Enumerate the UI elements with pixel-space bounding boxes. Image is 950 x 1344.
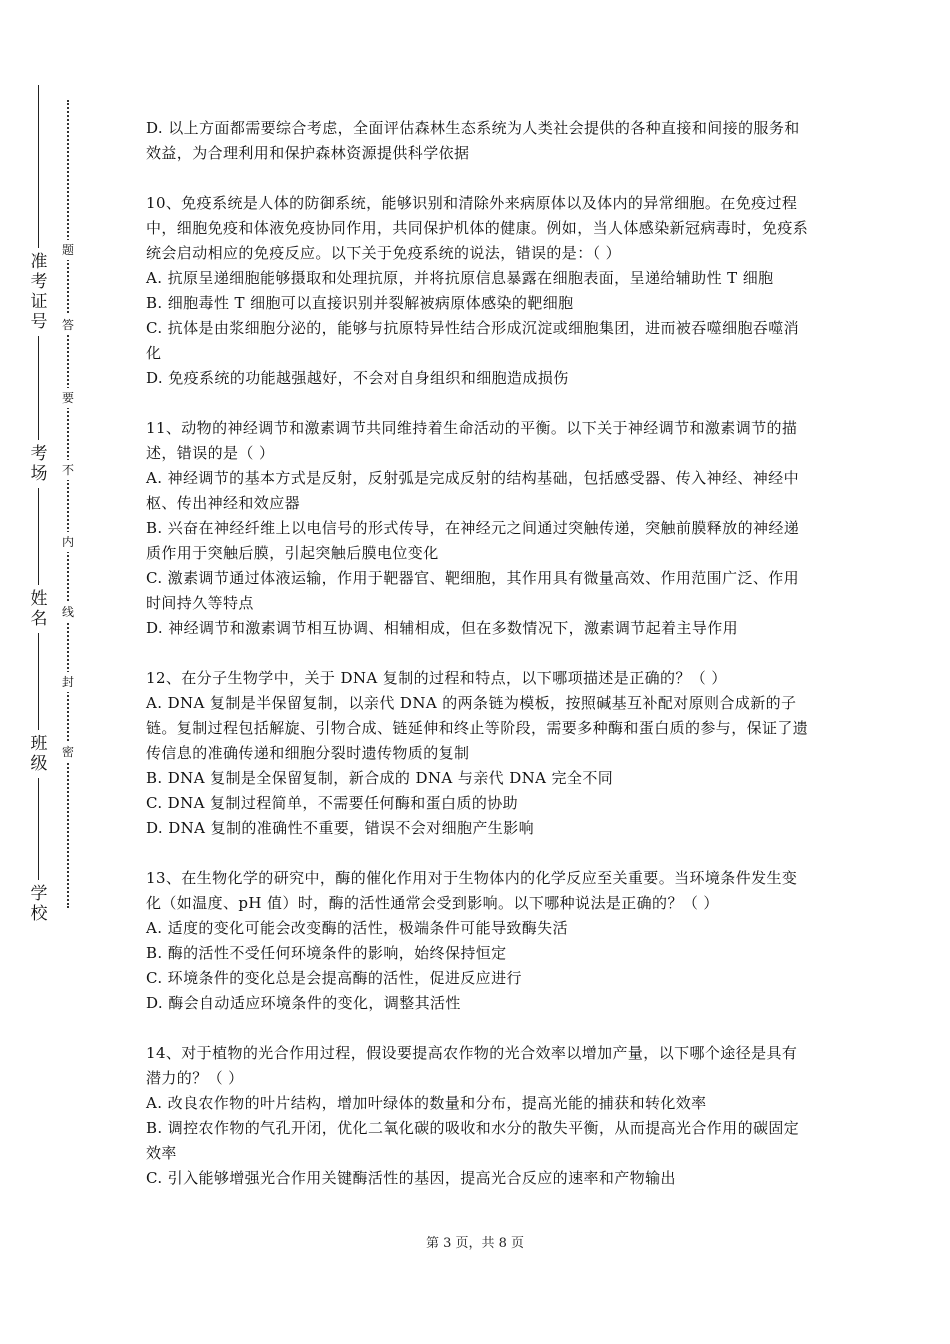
option-c: C. 抗体是由浆细胞分泌的，能够与抗原特异性结合形成沉淀或细胞集团，进而被吞噬细胞吞噬消化 (146, 319, 800, 362)
question-9-continued (146, 116, 810, 166)
seal-char-6: 线 (59, 602, 77, 622)
option-c: C. DNA 复制过程简单，不需要任何酶和蛋白质的协助 (146, 794, 519, 812)
question-14 (146, 1041, 810, 1191)
question-stem: 14、对于植物的光合作用过程，假设要提高农作物的光合效率以增加产量，以下哪个途径是具有潜力的？（ ） (146, 1044, 798, 1087)
question-10 (146, 191, 810, 391)
question-stem: 11、动物的神经调节和激素调节共同维持着生命活动的平衡。以下关于神经调节和激素调节的描述，错误的是（ ） (146, 419, 798, 462)
seal-char-5: 内 (59, 532, 77, 552)
question-12 (146, 666, 810, 841)
option-b: B. 兴奋在神经纤维上以电信号的形式传导，在神经元之间通过突触传递，突触前膜释放的神经递质作用于突触后膜，引起突触后膜电位变化 (146, 519, 800, 562)
option-a: A. 神经调节的基本方式是反射，反射弧是完成反射的结构基础，包括感受器、传入神经、神经中枢、传出神经和效应器 (146, 469, 799, 512)
question-stem: 10、免疫系统是人体的防御系统，能够识别和清除外来病原体以及体内的异常细胞。在免疫过程中，细胞免疫和体液免疫协同作用，共同保护机体的健康。例如，当人体感染新冠病毒时，免疫系统会启动相应的免疫反应。以下关于免疫系统的说法，错误的是：（ ） (146, 194, 809, 262)
option-b: B. 细胞毒性 T 细胞可以直接识别并裂解被病原体感染的靶细胞 (146, 294, 574, 312)
label-class-text: 班 级 (30, 734, 48, 774)
label-name-text: 姓 名 (30, 589, 48, 629)
page-number: 第 3 页，共 8 页 (425, 1236, 525, 1251)
seal-char-1: 题 (59, 240, 77, 260)
seal-char-2: 答 (59, 315, 77, 335)
question-stem: 13、在生物化学的研究中，酶的催化作用对于生物体内的化学反应至关重要。当环境条件发生变化（如温度、pH 值）时，酶的活性通常会受到影响。以下哪种说法是正确的？（ ） (146, 869, 798, 912)
seal-char-8: 密 (59, 742, 77, 762)
seal-char-3: 要 (59, 388, 77, 408)
option-b: B. 酶的活性不受任何环境条件的影响，始终保持恒定 (146, 944, 507, 962)
label-exam-room (22, 440, 56, 488)
option-c: C. 环境条件的变化总是会提高酶的活性，促进反应进行 (146, 969, 522, 987)
seal-char-4: 不 (59, 460, 77, 480)
label-school (22, 880, 56, 928)
label-exam-number-text: 准 考 证 号 (30, 252, 48, 332)
seal-char-7: 封 (59, 672, 77, 692)
question-stem: 12、在分子生物学中，关于 DNA 复制的过程和特点，以下哪项描述是正确的？（ ） (146, 669, 727, 687)
binding-margin (0, 0, 110, 1344)
option-d: D. DNA 复制的准确性不重要，错误不会对细胞产生影响 (146, 819, 534, 837)
option-d: D. 神经调节和激素调节相互协调、相辅相成，但在多数情况下，激素调节起着主导作用 (146, 619, 739, 637)
seal-dotted-line (67, 100, 69, 908)
option-d: D. 免疫系统的功能越强越好，不会对自身组织和细胞造成损伤 (146, 369, 569, 387)
question-13 (146, 866, 810, 1016)
option-b: B. DNA 复制是全保留复制，新合成的 DNA 与亲代 DNA 完全不同 (146, 769, 614, 787)
label-name (22, 585, 56, 633)
exam-content (146, 116, 810, 1216)
option-c: C. 激素调节通过体液运输，作用于靶器官、靶细胞，其作用具有微量高效、作用范围广泛、作用时间持久等特点 (146, 569, 800, 612)
option-d: D. 酶会自动适应环境条件的变化，调整其活性 (146, 994, 461, 1012)
option-c: C. 引入能够增强光合作用关键酶活性的基因，提高光合反应的速率和产物输出 (146, 1169, 676, 1187)
option-a: A. 抗原呈递细胞能够摄取和处理抗原，并将抗原信息暴露在细胞表面，呈递给辅助性 T 细胞 (146, 269, 774, 287)
label-exam-number (22, 248, 56, 336)
option-d: D. 以上方面都需要综合考虑，全面评估森林生态系统为人类社会提供的各种直接和间接的服务和效益，为合理利用和保护森林资源提供科学依据 (146, 119, 800, 162)
label-exam-room-text: 考 场 (30, 444, 48, 484)
label-school-text: 学 校 (30, 884, 48, 924)
option-a: A. DNA 复制是半保留复制，以亲代 DNA 的两条链为模板，按照碱基互补配对原则合成新的子链。复制过程包括解旋、引物合成、链延伸和终止等阶段，需要多种酶和蛋白质的参与，保证了遗传信息的准确传递和细胞分裂时遗传物质的复制 (146, 694, 809, 762)
question-11 (146, 416, 810, 641)
option-b: B. 调控农作物的气孔开闭，优化二氧化碳的吸收和水分的散失平衡，从而提高光合作用的碳固定效率 (146, 1119, 800, 1162)
label-class (22, 730, 56, 778)
binding-solid-line (38, 85, 39, 920)
option-a: A. 改良农作物的叶片结构，增加叶绿体的数量和分布，提高光能的捕获和转化效率 (146, 1094, 707, 1112)
option-a: A. 适度的变化可能会改变酶的活性，极端条件可能导致酶失活 (146, 919, 568, 937)
